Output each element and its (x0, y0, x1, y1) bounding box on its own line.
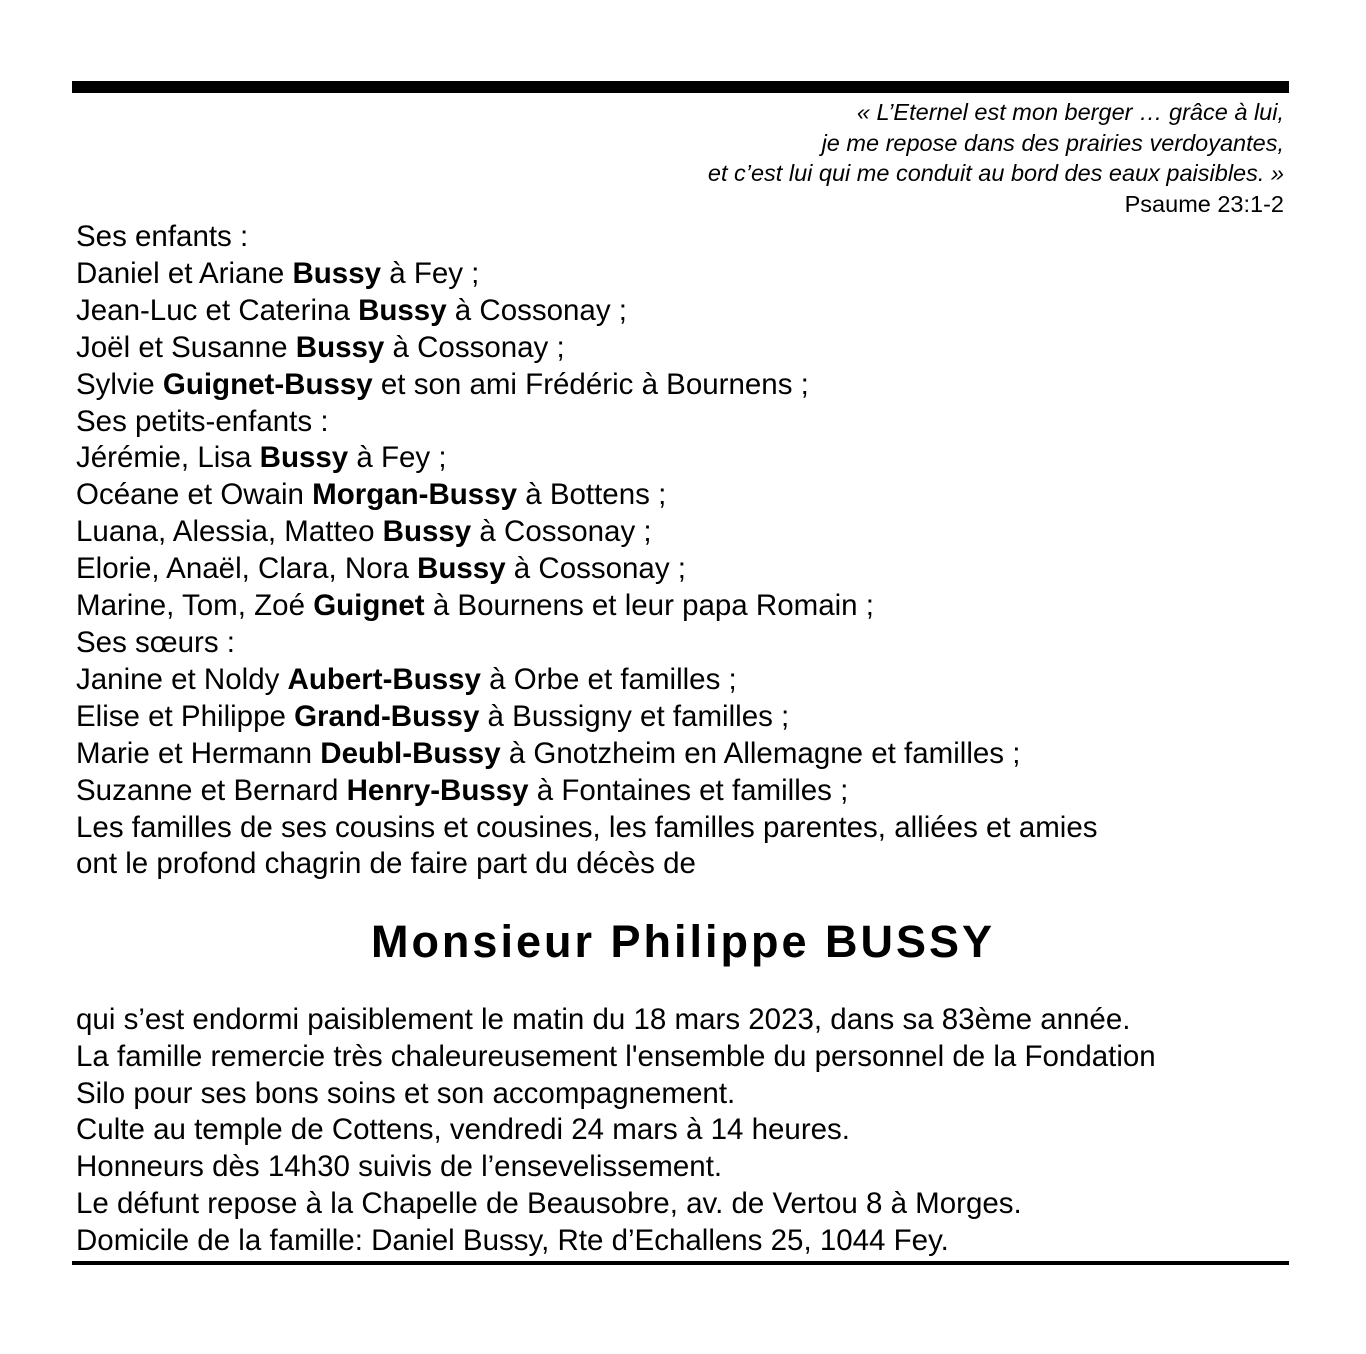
family-member-line (76, 588, 1098, 625)
family-member-line (76, 477, 1098, 514)
family-member-line (76, 440, 1098, 477)
member-surname: Henry-Bussy (346, 773, 529, 807)
epigraph-line: je me repose dans des prairies verdoyantes, (821, 129, 1284, 156)
member-given-names: Elorie, Anaël, Clara, Nora (76, 552, 418, 586)
soeurs-heading: Ses sœurs : (76, 625, 235, 659)
member-location: à Bussigny et familles ; (479, 699, 790, 733)
member-surname: Bussy (259, 441, 349, 475)
top-rule (72, 81, 1289, 93)
member-surname: Bussy (292, 256, 382, 290)
bottom-rule (72, 1261, 1289, 1265)
member-given-names: Suzanne et Bernard (76, 773, 347, 807)
member-location: à Fontaines et familles ; (528, 773, 849, 807)
member-given-names: Joël et Susanne (76, 330, 296, 364)
family-member-line (76, 699, 1098, 736)
deceased-name: Monsieur Philippe BUSSY (370, 916, 996, 967)
detail-line: Culte au temple de Cottens, vendredi 24 mars à 14 heures. (76, 1113, 851, 1147)
member-location: à Bottens ; (517, 478, 667, 512)
epigraph-reference: Psaume 23:1-2 (1124, 190, 1284, 217)
member-surname: Guignet (313, 589, 425, 623)
family-announcement (76, 219, 1098, 883)
epigraph-line: « L’Eternel est mon berger … grâce à lui, (856, 99, 1284, 125)
detail-line: qui s’est endormi paisiblement le matin du 18 mars 2023, dans sa 83ème année. (76, 1003, 1131, 1036)
member-location: à Cossonay ; (471, 515, 652, 549)
member-location: à Cossonay ; (446, 293, 627, 327)
member-surname: Guignet-Bussy (162, 367, 373, 401)
member-location: à Fey ; (381, 256, 480, 290)
member-location: à Cossonay ; (384, 330, 565, 364)
service-details (76, 1002, 1156, 1260)
epigraph (708, 97, 1284, 219)
member-location: à Gnotzheim en Allemagne et familles ; (500, 736, 1021, 770)
member-given-names: Janine et Noldy (76, 662, 288, 696)
family-member-line (76, 367, 1098, 404)
closing-line: ont le profond chagrin de faire part du décès de (76, 847, 696, 881)
family-member-line (76, 662, 1098, 699)
member-given-names: Marine, Tom, Zoé (76, 589, 314, 623)
detail-line: Silo pour ses bons soins et son accompagnement. (76, 1076, 736, 1110)
petits-enfants-heading: Ses petits-enfants : (76, 404, 329, 438)
member-surname: Bussy (358, 293, 447, 327)
epigraph-line: et c’est lui qui me conduit au bord des eaux paisibles. » (707, 160, 1284, 186)
family-member-line (76, 330, 1098, 367)
member-surname: Deubl-Bussy (320, 736, 501, 770)
member-surname: Morgan-Bussy (312, 478, 518, 512)
member-location: et son ami Frédéric à Bournens ; (372, 367, 809, 401)
member-given-names: Sylvie (76, 367, 163, 401)
member-given-names: Jean-Luc et Caterina (76, 293, 359, 327)
member-surname: Aubert-Bussy (287, 662, 481, 696)
member-given-names: Luana, Alessia, Matteo (76, 515, 383, 549)
member-location: à Cossonay ; (505, 552, 686, 586)
detail-line: Le défunt repose à la Chapelle de Beausobre, av. de Vertou 8 à Morges. (76, 1186, 1022, 1220)
family-member-line (76, 551, 1098, 588)
family-member-line (76, 293, 1098, 330)
member-location: à Bournens et leur papa Romain ; (424, 589, 874, 623)
member-surname: Bussy (417, 552, 506, 586)
member-given-names: Marie et Hermann (76, 736, 321, 770)
detail-line: Honneurs dès 14h30 suivis de l’ensevelissement. (76, 1150, 723, 1184)
detail-line: La famille remercie très chaleureusement l'ensemble du personnel de la Fondation (76, 1039, 1156, 1073)
detail-line: Domicile de la famille: Daniel Bussy, Rte d’Echallens 25, 1044 Fey. (76, 1223, 949, 1257)
enfants-heading: Ses enfants : (76, 220, 249, 253)
member-surname: Grand-Bussy (294, 699, 480, 733)
member-surname: Bussy (382, 515, 472, 549)
member-location: à Fey ; (348, 441, 447, 475)
member-given-names: Océane et Owain (76, 478, 313, 512)
member-given-names: Jérémie, Lisa (76, 441, 260, 475)
family-member-line (76, 736, 1098, 773)
closing-line: Les familles de ses cousins et cousines, les familles parentes, alliées et amies (76, 810, 1098, 844)
family-member-line (76, 256, 1098, 293)
member-given-names: Elise et Philippe (76, 699, 295, 733)
family-member-line (76, 514, 1098, 551)
family-member-line (76, 773, 1098, 810)
member-surname: Bussy (295, 330, 385, 364)
member-location: à Orbe et familles ; (480, 662, 737, 696)
member-given-names: Daniel et Ariane (76, 256, 293, 290)
